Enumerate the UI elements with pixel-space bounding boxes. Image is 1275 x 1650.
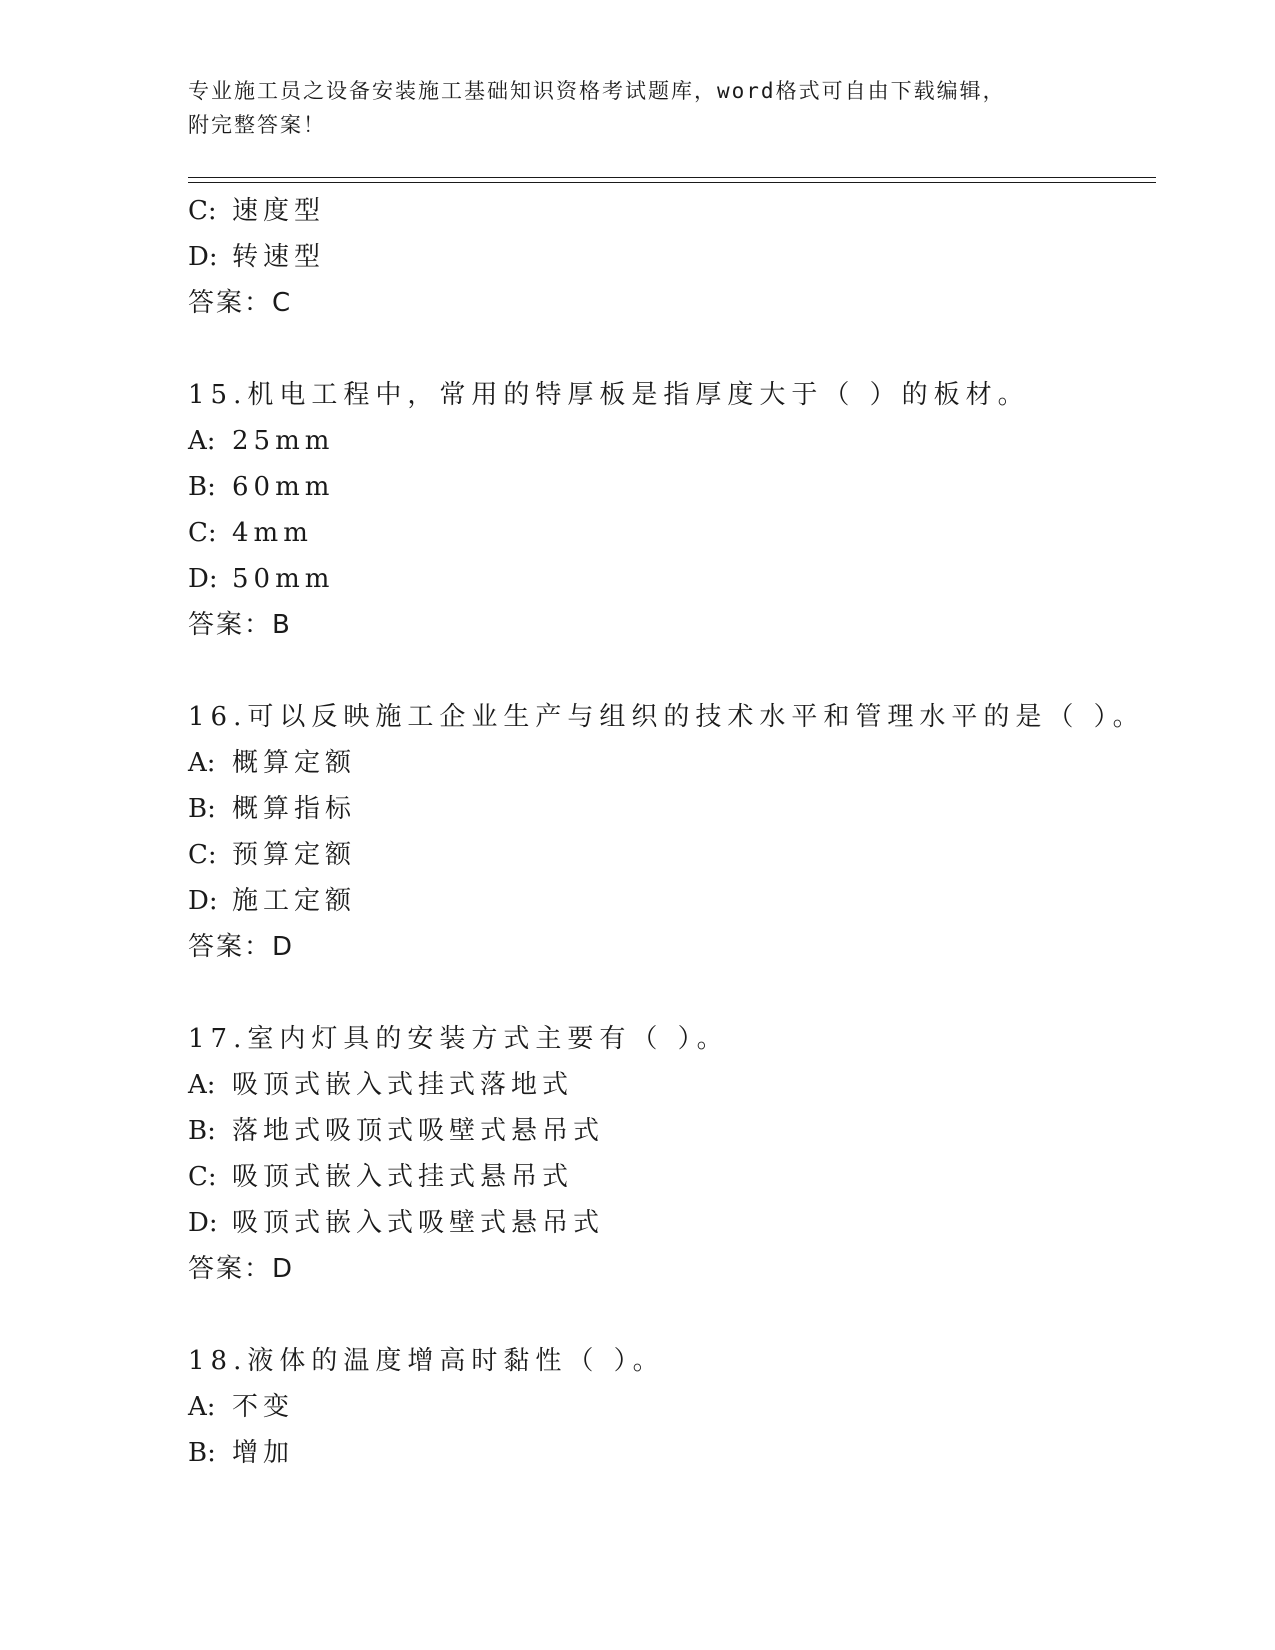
answer-line: 答案：C [188, 288, 293, 318]
option-label: D: [188, 1208, 218, 1238]
option-label: D: [188, 886, 218, 916]
option-label: A: [188, 1070, 216, 1100]
spacer [188, 648, 1148, 694]
option-text: 落地式吸顶式吸壁式悬吊式 [232, 1116, 605, 1146]
header-divider-bottom [188, 182, 1156, 183]
answer-line: 答案：D [188, 932, 295, 962]
option-d [188, 556, 1148, 602]
option-label: B: [188, 1116, 216, 1146]
option-label: B: [188, 472, 216, 502]
option-label: A: [188, 1392, 216, 1422]
question-block-15 [188, 372, 1148, 648]
option-c [188, 1154, 1148, 1200]
option-a [188, 1062, 1148, 1108]
option-b [188, 464, 1148, 510]
option-c [188, 510, 1148, 556]
option-text: 25mm [232, 426, 335, 456]
question-block-18 [188, 1338, 1148, 1476]
option-a [188, 418, 1148, 464]
header-line-2: 附完整答案！ [188, 113, 326, 137]
option-d [188, 234, 1148, 280]
option-text: 速度型 [232, 196, 326, 226]
option-b [188, 1108, 1148, 1154]
option-text: 吸顶式嵌入式挂式悬吊式 [232, 1162, 574, 1192]
option-d [188, 878, 1148, 924]
header-line-1: 专业施工员之设备安装施工基础知识资格考试题库，word格式可自由下载编辑， [188, 79, 1006, 103]
option-b [188, 1430, 1148, 1476]
option-label: D: [188, 564, 218, 594]
document-header [188, 74, 1088, 142]
option-b [188, 786, 1148, 832]
option-label: C: [188, 840, 217, 870]
option-d [188, 1200, 1148, 1246]
answer-line: 答案：D [188, 1254, 295, 1284]
option-text: 60mm [232, 472, 335, 502]
option-text: 4mm [232, 518, 313, 548]
option-a [188, 1384, 1148, 1430]
question-text: 17.室内灯具的安装方式主要有（ ）。 [188, 1024, 729, 1054]
option-text: 转速型 [232, 242, 326, 272]
option-label: A: [188, 426, 216, 456]
option-text: 吸顶式嵌入式挂式落地式 [232, 1070, 574, 1100]
option-c [188, 832, 1148, 878]
option-label: C: [188, 518, 217, 548]
question-text: 18.液体的温度增高时黏性（ ）。 [188, 1346, 665, 1376]
spacer [188, 326, 1148, 372]
spacer [188, 1292, 1148, 1338]
option-label: A: [188, 748, 216, 778]
option-text: 50mm [232, 564, 335, 594]
question-block-17 [188, 1016, 1148, 1292]
answer-line: 答案：B [188, 610, 292, 640]
option-c [188, 188, 1148, 234]
header-divider-top [188, 177, 1156, 178]
option-text: 增加 [232, 1438, 295, 1468]
option-text: 概算定额 [232, 748, 357, 778]
option-label: B: [188, 1438, 216, 1468]
option-text: 概算指标 [232, 794, 357, 824]
option-a [188, 740, 1148, 786]
question-block-16 [188, 694, 1148, 970]
prev-question-block [188, 188, 1148, 326]
option-text: 不变 [232, 1392, 295, 1422]
option-label: B: [188, 794, 216, 824]
document-body [188, 188, 1148, 1476]
question-text: 16.可以反映施工企业生产与组织的技术水平和管理水平的是（ ）。 [188, 702, 1145, 732]
option-text: 预算定额 [232, 840, 357, 870]
option-text: 施工定额 [232, 886, 357, 916]
spacer [188, 970, 1148, 1016]
option-label: C: [188, 1162, 217, 1192]
option-label: D: [188, 242, 218, 272]
option-label: C: [188, 196, 217, 226]
option-text: 吸顶式嵌入式吸壁式悬吊式 [232, 1208, 605, 1238]
question-text: 15.机电工程中，常用的特厚板是指厚度大于（ ）的板材。 [188, 380, 1030, 410]
